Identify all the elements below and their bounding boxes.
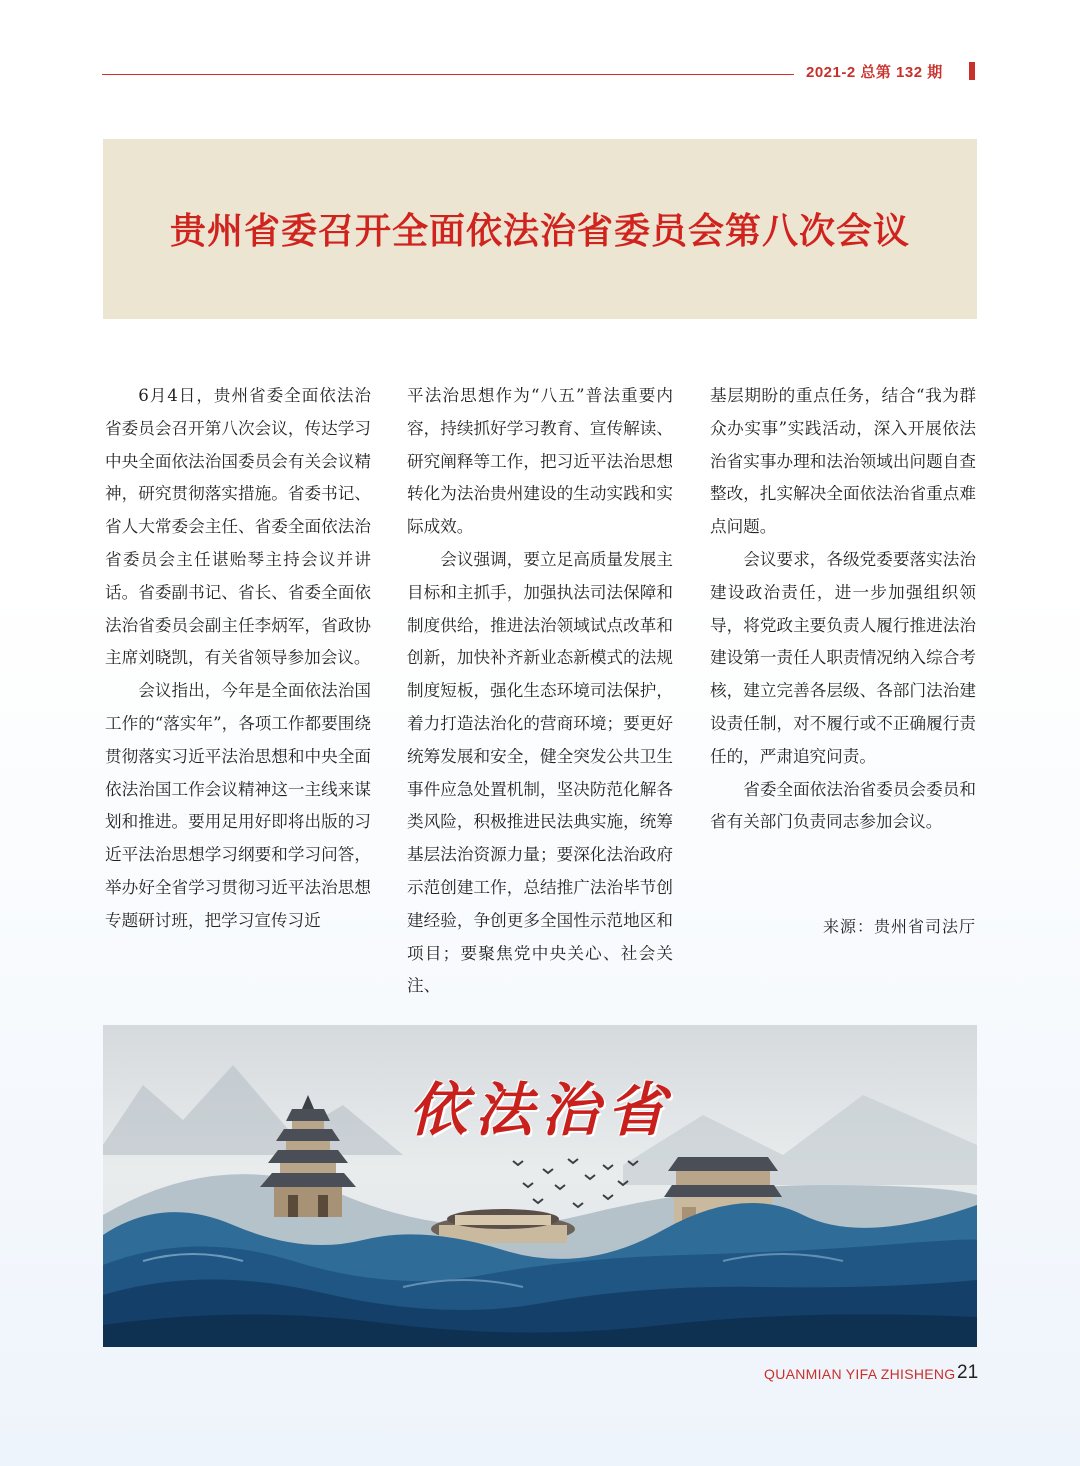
banner-illustration xyxy=(103,1025,977,1347)
magazine-name: QUANMIAN YIFA ZHISHENG xyxy=(764,1366,956,1382)
paragraph: 会议强调，要立足高质量发展主目标和主抓手，加强执法司法保障和制度供给，推进法治领域试点改革和创新，加快补齐新业态新模式的法规制度短板，强化生态环境司法保护，着力打造法治化的营商环境；要更好统筹发展和安全，健全突发公共卫生事件应急处置机制，坚决防范化解各类风险，积极推进民法典实施，统筹基层法治资源力量；要深化法治政府示范创建工作，总结推广法治毕节创建经验，争创更多全国性示范地区和项目；要聚焦党中央关心、社会关注、 xyxy=(407,549,673,996)
paragraph: 6月4日，贵州省委全面依法治省委员会召开第八次会议，传达学习中央全面依法治国委员会有关会议精神，研究贯彻落实措施。省委书记、省人大常委会主任、省委全面依法治省委员会主任谌贻琴主持会议并讲话。省委副书记、省长、省委全面依法治省委员会副主任李炳军，省政协主席刘晓凯，有关省领导参加会议。 xyxy=(105,386,371,668)
paragraph: 省委全面依法治省委员会委员和省有关部门负责同志参加会议。 xyxy=(710,779,976,832)
text-column-1 xyxy=(105,380,371,938)
paragraph-continued: 平法治思想作为“八五”普法重要内容，持续抓好学习教育、宣传解读、研究阐释等工作，把习近平法治思想转化为法治贵州建设的生动实践和实际成效。 xyxy=(407,386,673,537)
text-column-3 xyxy=(710,380,976,839)
header-rule xyxy=(102,74,794,75)
birds-icon xyxy=(513,1159,638,1207)
paragraph-continued: 基层期盼的重点任务，结合“我为群众办实事”实践活动，深入开展依法治省实事办理和法治领域出问题自查整改，扎实解决全面依法治省重点难点问题。 xyxy=(710,386,976,537)
paragraph: 会议指出，今年是全面依法治国工作的“落实年”，各项工作都要围绕贯彻落实习近平法治思想和中央全面依法治国工作会议精神这一主线来谋划和推进。要用足用好即将出版的习近平法治思想学习纲要和学习问答，举办好全省学习贯彻习近平法治思想专题研讨班，把学习宣传习近 xyxy=(105,681,371,930)
title-box xyxy=(103,139,977,319)
paragraph: 会议要求，各级党委要落实法治建设政治责任，进一步加强组织领导，将党政主要负责人履行推进法治建设第一责任人职责情况纳入综合考核，建立完善各层级、各部门法治建设责任制，对不履行或不正确履行责任的，严肃追究问责。 xyxy=(710,549,976,766)
page-number: 21 xyxy=(957,1362,979,1383)
issue-number: 2021-2 总第 132 期 xyxy=(806,64,943,81)
issue-marker-bar xyxy=(969,62,975,80)
banner-calligraphy-title: 依法治省 xyxy=(409,1076,674,1144)
article-title: 贵州省委召开全面依法治省委员会第八次会议 xyxy=(169,211,910,252)
article-source: 来源：贵州省司法厅 xyxy=(822,917,976,936)
text-column-2 xyxy=(407,380,673,1003)
